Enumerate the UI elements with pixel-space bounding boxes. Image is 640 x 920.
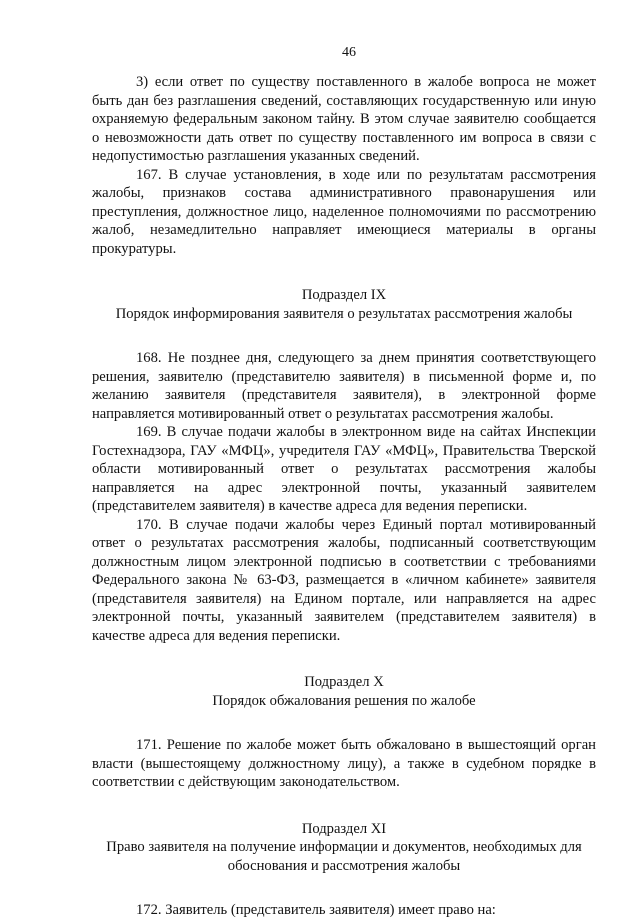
subsection-11-heading: Подраздел XI [301,820,387,837]
paragraph-171: 171. Решение по жалобе может быть обжаловано в вышестоящий орган власти (вышестоящему должностному лицу), а также в судебном порядке в соответствии с действующим законодательством. [92,737,596,790]
subsection-11-title-line2: обоснования и рассмотрения жалобы [227,857,461,874]
subsection-9-title: Порядок информирования заявителя о результатах рассмотрения жалобы [115,305,573,322]
page-number: 46 [342,45,356,60]
paragraph-170: 170. В случае подачи жалобы через Единый портал мотивированный ответ о результатах рассмотрения жалобы, подписанный соответствующим должностным лицом электронной подписью в соответствии с требованиями Федерального закона № 63-ФЗ, размещается в «личном кабинете» заявителя (представителя заявителя) на Едином портале, или направляется на адрес электронной почты, указанный заявителем (представителем заявителя) в качестве адреса для ведения переписки. [92,516,596,644]
paragraph-168: 168. Не позднее дня, следующего за днем принятия соответствующего решения, заявителю (представителю заявителя) в письменной форме и, по желанию заявителя (представителя заявителя), в электронной форме направляется мотивированный ответ о результатах рассмотрения жалобы. [92,350,596,422]
subsection-9-heading: Подраздел IX [301,287,387,303]
paragraph-169: 169. В случае подачи жалобы в электронном виде на сайтах Инспекции Гостехнадзора, ГАУ «МФЦ», учредителя ГАУ «МФЦ», Правительства Тверской области мотивированный ответ о результатах рассмотрения жалобы направляется на адрес электронной почты, указанный заявителем (представителем заявителя) в качестве адреса для ведения переписки. [92,424,596,514]
subsection-10-heading: Подраздел X [304,674,384,690]
paragraph-3-secrecy: 3) если ответ по существу поставленного в жалобе вопроса не может быть дан без разглашения сведений, составляющих государственную или иную охраняемую федеральным законом тайну. В этом случае заявителю сообщается о невозможности дать ответ по существу поставленного им вопроса в связи с недопустимостью разглашения указанных сведений. [92,74,596,164]
paragraph-167: 167. В случае установления, в ходе или по результатам рассмотрения жалобы, признаков состава административного правонарушения или преступления, должностное лицо, наделенное полномочиями по рассмотрению жалоб, незамедлительно направляет имеющиеся материалы в органы прокуратуры. [92,166,596,257]
paragraph-172: 172. Заявитель (представитель заявителя) имеет право на: [136,902,496,918]
subsection-10-title: Порядок обжалования решения по жалобе [212,692,476,709]
subsection-11-title-line1: Право заявителя на получение информации и документов, необходимых для [106,839,582,855]
